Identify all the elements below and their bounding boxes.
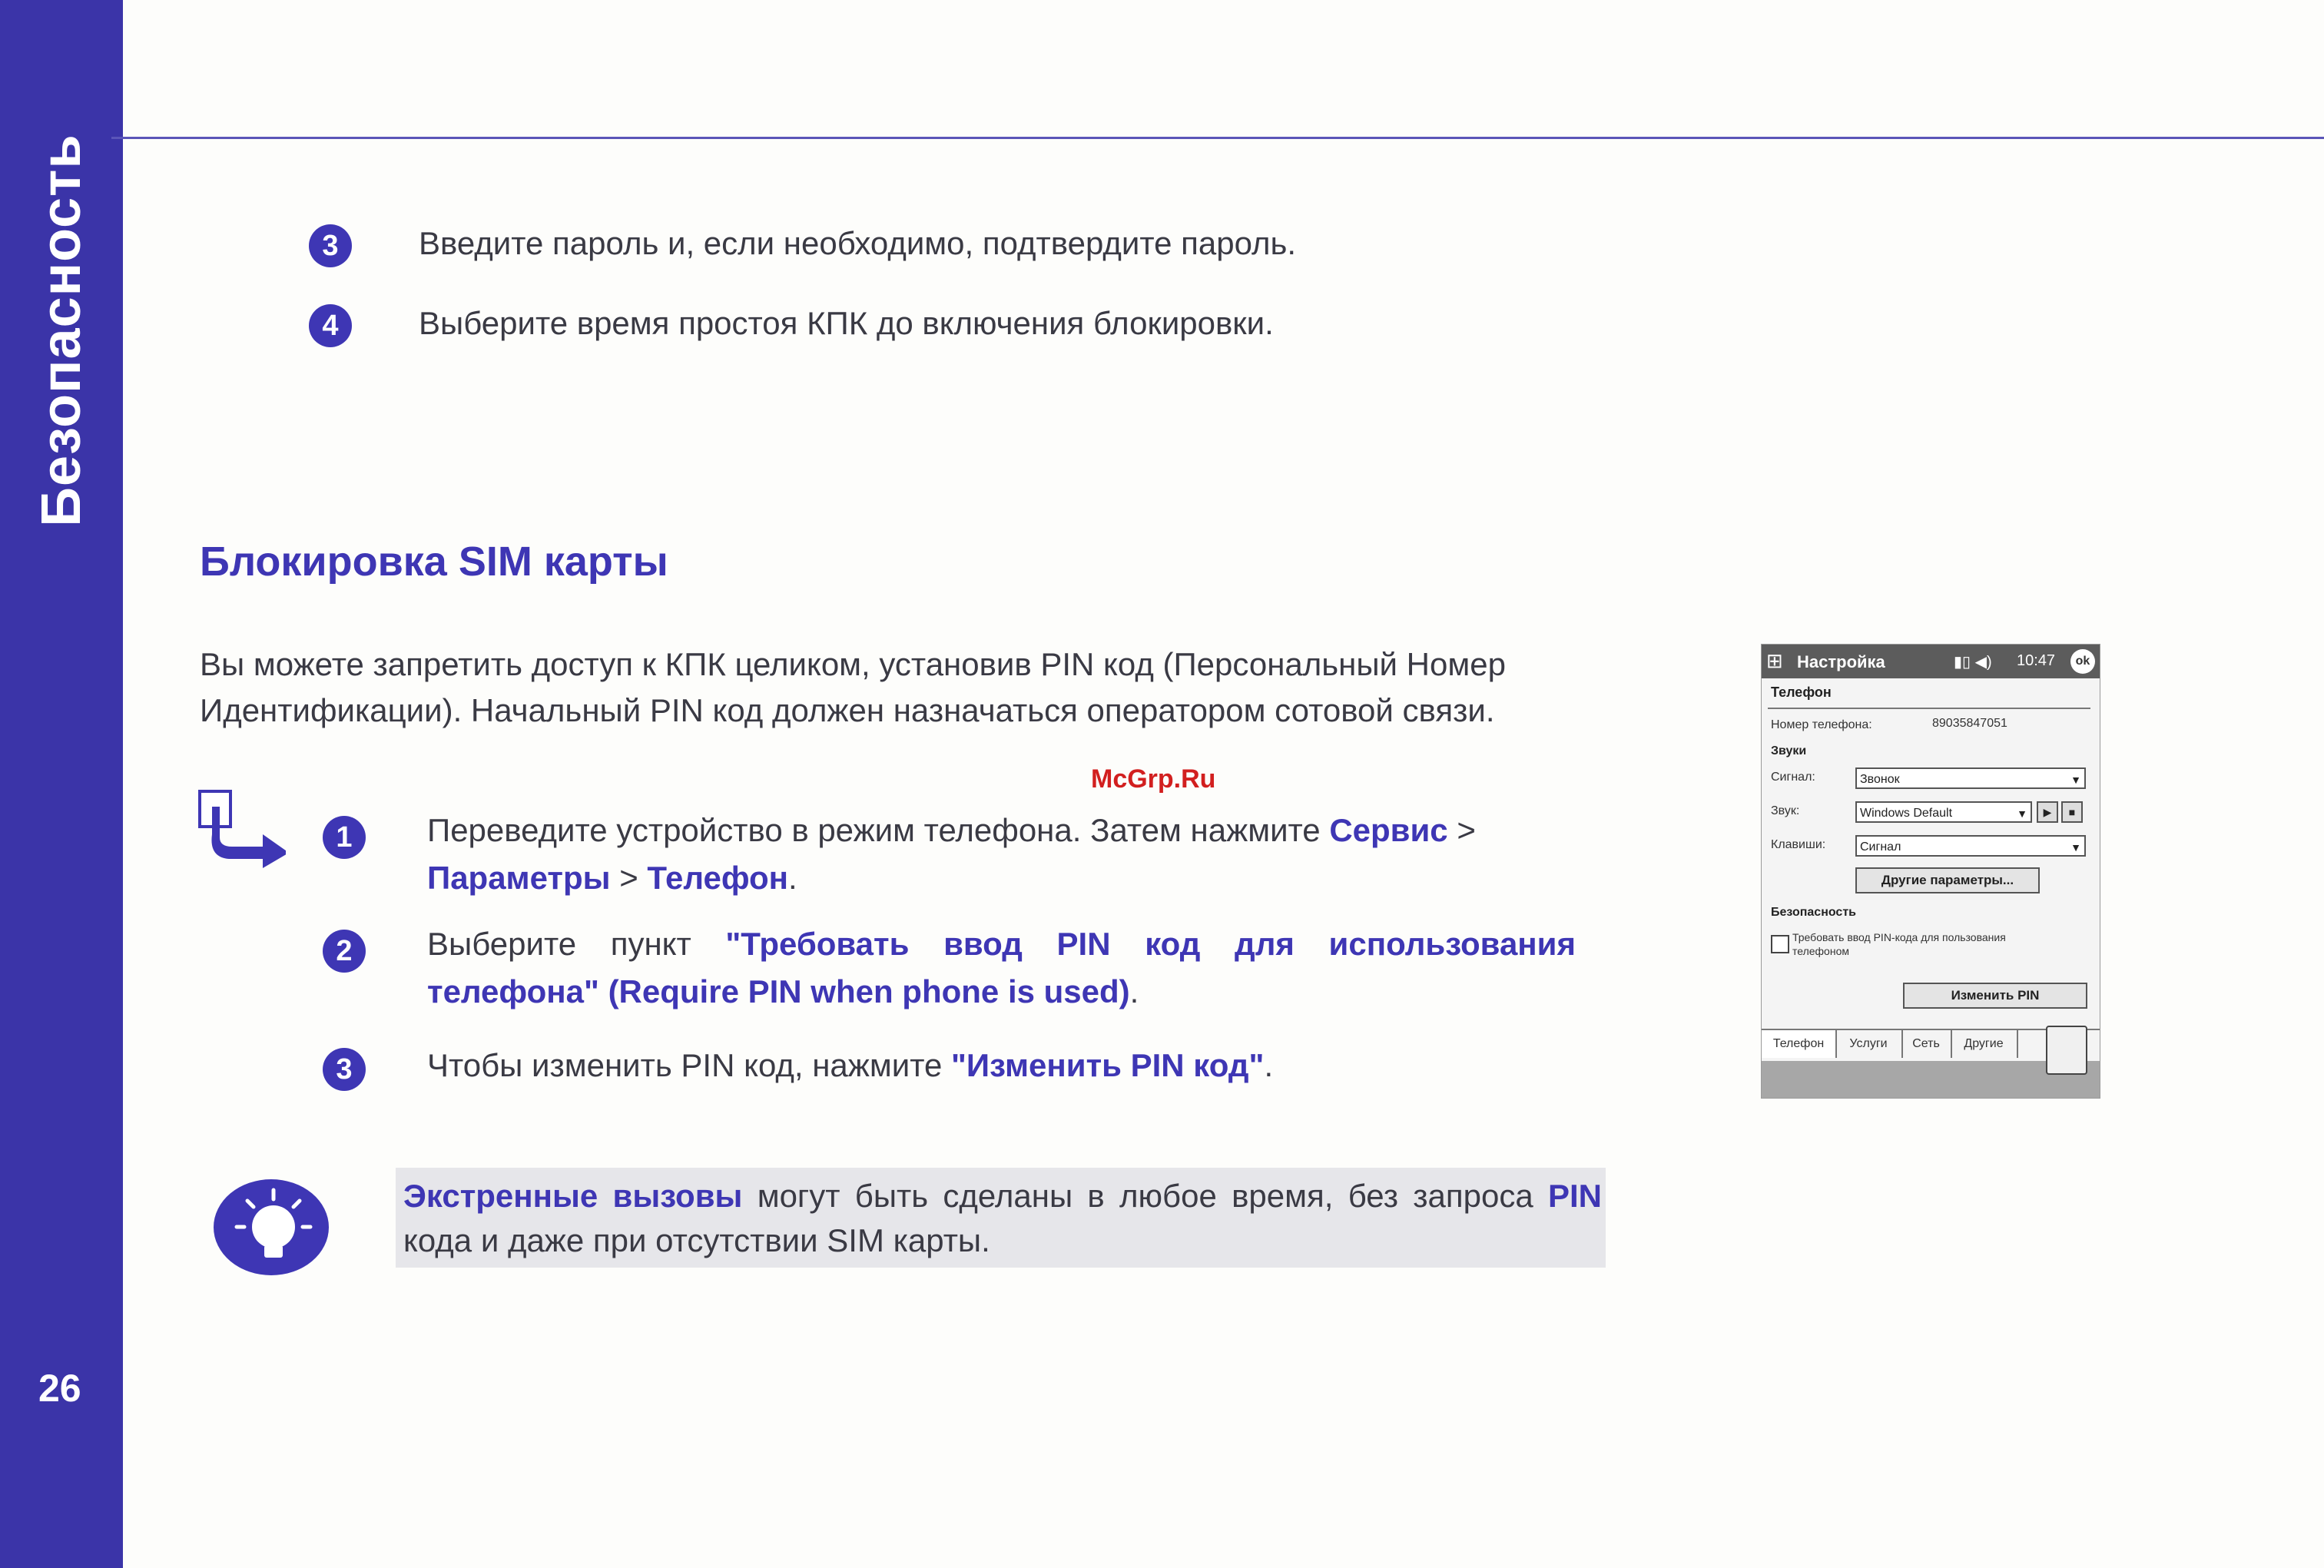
sidebar-section-title: Безопасность (31, 134, 92, 527)
sound-select[interactable] (1855, 801, 2032, 823)
require-pin-checkbox[interactable] (1771, 935, 1789, 953)
ring-select-value: Звонок (1860, 773, 1900, 786)
sound-label: Звук: (1771, 804, 1800, 817)
step-text-part: Переведите устройство в режим телефона. Затем нажмите (427, 812, 1330, 848)
change-pin-button[interactable]: Изменить PIN (1903, 983, 2087, 1009)
step-text (427, 1042, 1273, 1089)
menu-link-parameters: Параметры (427, 860, 611, 896)
step-text-part: . (788, 860, 797, 896)
ring-select[interactable] (1855, 767, 2086, 789)
option-require-pin: "Требовать ввод PIN код для использования телефона" (Require PIN when phone is used) (427, 926, 1576, 1009)
tab-phone[interactable]: Телефон (1762, 1030, 1837, 1058)
intro-line: Вы можете запретить доступ к КПК целиком, установив PIN код (Персональный Номер (200, 646, 1506, 682)
windows-start-icon[interactable]: ⊞ (1766, 649, 1783, 672)
keys-select-value: Сигнал (1860, 840, 1901, 854)
intro-paragraph (200, 641, 1613, 734)
menu-link-phone: Телефон (647, 860, 789, 896)
note-emphasis: PIN (1547, 1178, 1602, 1214)
ok-button[interactable]: ok (2070, 649, 2095, 674)
phone-number-label: Номер телефона: (1771, 718, 1872, 731)
step-text-part: Выберите пункт (427, 926, 726, 962)
phone-number-value: 89035847051 (1932, 717, 2007, 730)
phone-window-title: Настройка (1797, 652, 1885, 671)
menu-link-service: Сервис (1329, 812, 1448, 848)
step-bullet: 3 (323, 1048, 366, 1091)
page-number: 26 (38, 1367, 81, 1410)
step-text: Введите пароль и, если необходимо, подтвердите пароль. (419, 225, 1297, 261)
require-pin-label: Требовать ввод PIN-кода для пользования телефоном (1792, 931, 2006, 957)
step-text-part: > (1447, 812, 1476, 848)
option-change-pin: "Изменить PIN код" (951, 1047, 1265, 1083)
note-text (403, 1174, 1602, 1263)
step-text (427, 807, 1603, 902)
watermark: McGrp.Ru (1091, 764, 1216, 794)
chevron-down-icon: ▼ (2070, 841, 2081, 854)
phone-clock: 10:47 (2017, 652, 2056, 669)
note-emphasis: Экстренные вызовы (403, 1178, 743, 1214)
chevron-down-icon: ▼ (2070, 774, 2081, 786)
step-bullet: 1 (323, 816, 366, 859)
step-bullet: 4 (309, 304, 352, 347)
tab-other[interactable]: Другие (1951, 1030, 2018, 1058)
note-text-part: могут быть сделаны в любое время, без запроса (742, 1178, 1548, 1214)
note-text-part: кода и даже при отсутствии SIM карты. (403, 1222, 990, 1258)
phone-title-bar (1762, 645, 2100, 678)
step-text: Выберите время простоя КПК до включения блокировки. (419, 305, 1274, 341)
sounds-label: Звуки (1771, 744, 1807, 757)
procedure-arrow-icon (209, 807, 286, 868)
step-bullet: 2 (323, 930, 366, 973)
ring-label: Сигнал: (1771, 771, 1815, 784)
phone-page-heading: Телефон (1771, 685, 1832, 700)
security-label: Безопасность (1771, 906, 1856, 919)
tip-bulb-icon (214, 1179, 329, 1275)
phone-settings-screenshot (1761, 644, 2100, 1099)
keyboard-icon[interactable] (2046, 1026, 2087, 1075)
tab-services[interactable]: Услуги (1835, 1030, 1903, 1058)
phone-divider (1768, 708, 2090, 709)
tab-network[interactable]: Сеть (1901, 1030, 1952, 1058)
stop-icon[interactable]: ■ (2061, 801, 2083, 823)
header-rule (111, 137, 2324, 139)
signal-volume-icons: ▮▯ ◀) (1954, 654, 1992, 671)
step-text (427, 920, 1576, 1016)
other-settings-button[interactable]: Другие параметры... (1855, 867, 2040, 893)
step-text-part: . (1129, 973, 1139, 1009)
play-icon[interactable]: ▶ (2037, 801, 2058, 823)
step-text-part: . (1264, 1047, 1274, 1083)
step-text-part: Чтобы изменить PIN код, нажмите (427, 1047, 952, 1083)
sound-select-value: Windows Default (1860, 807, 1953, 820)
section-title: Блокировка SIM карты (200, 539, 668, 585)
keys-select[interactable] (1855, 835, 2086, 857)
keys-label: Клавиши: (1771, 838, 1826, 851)
step-text-part: > (610, 860, 648, 896)
step-bullet: 3 (309, 224, 352, 267)
phone-command-bar (1762, 1061, 2100, 1098)
intro-line: Идентификации). Начальный PIN код должен назначаться оператором сотовой связи. (200, 692, 1495, 728)
chevron-down-icon: ▼ (2017, 807, 2027, 820)
